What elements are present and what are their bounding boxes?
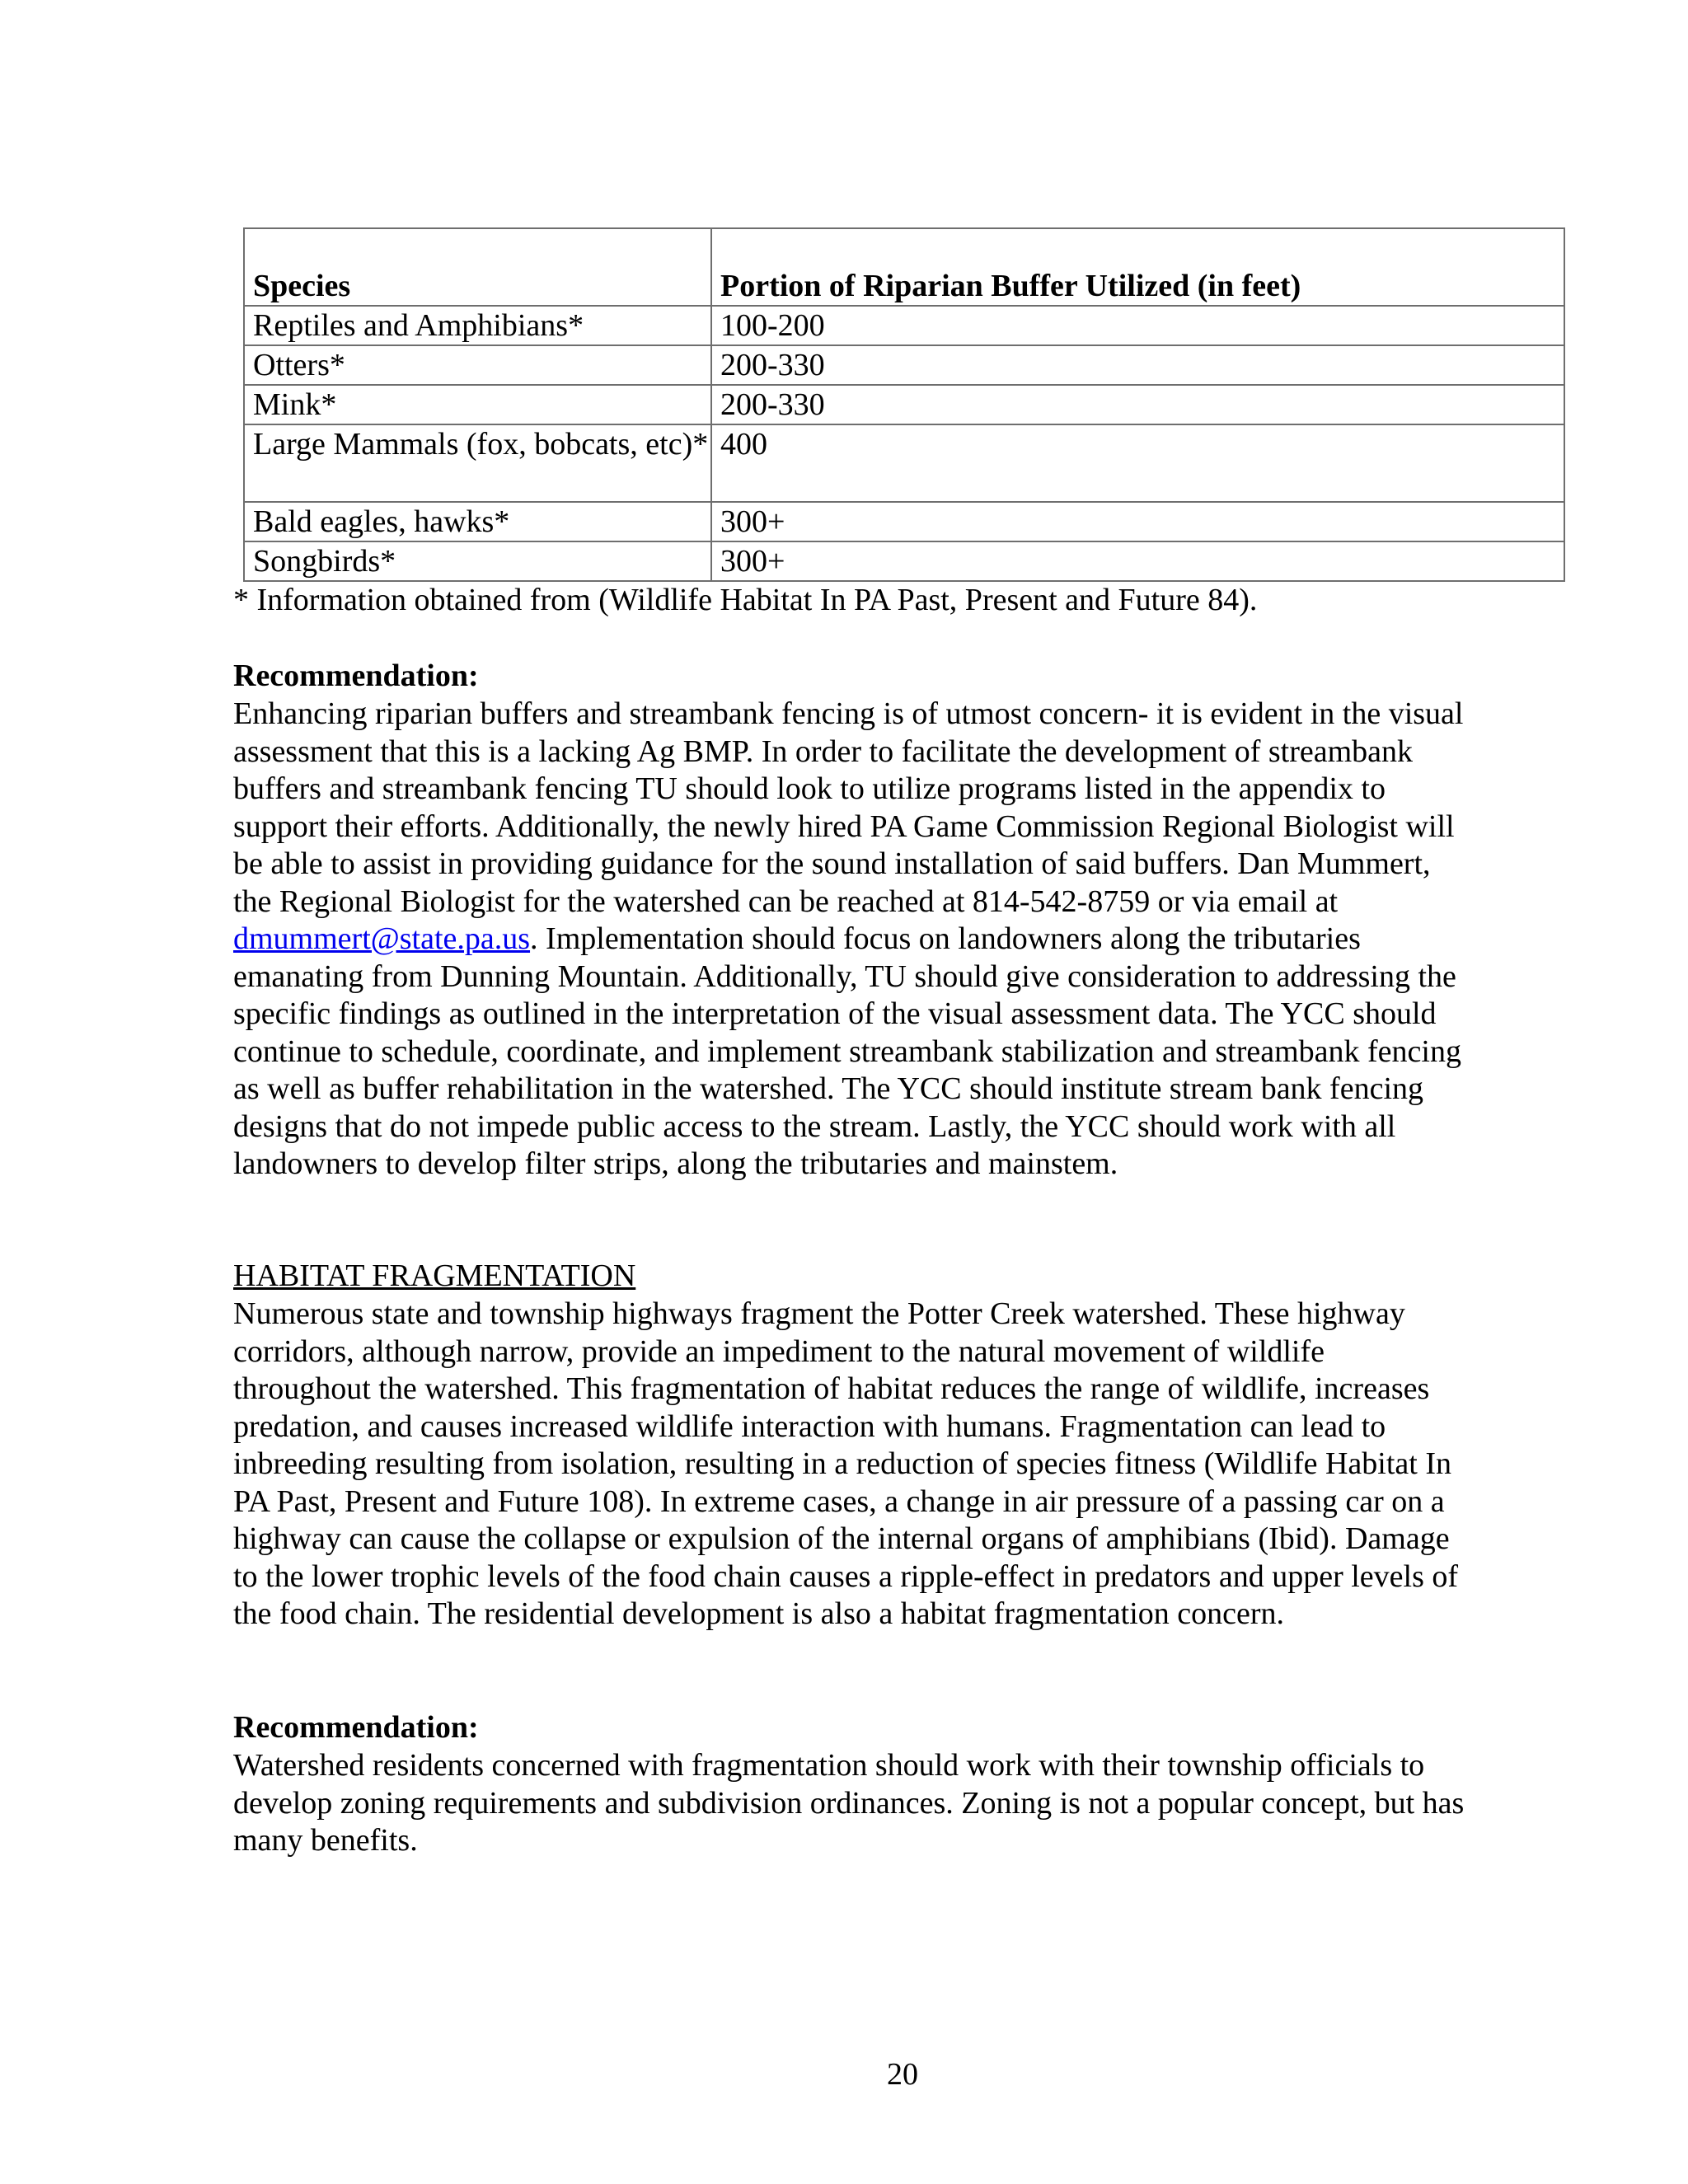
recommendation-paragraph [233,696,1470,1183]
table-cell-distance: 400 [711,424,1564,502]
email-link[interactable]: dmummert@state.pa.us [233,921,531,956]
table-cell-distance: 100-200 [711,306,1564,345]
table-cell-distance: 200-330 [711,385,1564,424]
table-row [244,306,1564,345]
table-header-row [244,228,1564,306]
section-heading-habitat-fragmentation: HABITAT FRAGMENTATION [233,1258,636,1293]
recommendation-text-part1: Enhancing riparian buffers and streambank fencing is of utmost concern- it is evident in the visual assessment that this is a lacking Ag BMP. In order to facilitate the development of streambank buffers and streambank fencing TU should look to utilize programs listed in the appendix to support their efforts. Additionally, the newly hired PA Game Commission Regional Biologist will be able to assist in providing guidance for the sound installation of said buffers. Dan Mummert, the Regional Biologist for the watershed can be reached at 814-542-8759 or via email at [233,696,1464,919]
table-footnote: * Information obtained from (Wildlife Habitat In PA Past, Present and Future 84). [233,583,1258,617]
page-number: 20 [887,2057,918,2092]
recommendation-text-part2: . Implementation should focus on landowners along the tributaries emanating from Dunning Mountain. Additionally, TU should give consideration to addressing the specific findings as outlined in the interpretation of the visual assessment data. The YCC should continue to schedule, coordinate, and implement streambank stabilization and streambank fencing as well as buffer rehabilitation in the watershed. The YCC should institute stream bank fencing designs that do not impede public access to the stream. Lastly, the YCC should work with all landowners to develop filter strips, along the tributaries and mainstem. [233,921,1461,1181]
table-row [244,385,1564,424]
table-row [244,502,1564,541]
table-cell-species: Bald eagles, hawks* [244,502,711,541]
table-row [244,541,1564,581]
table-cell-distance: 300+ [711,541,1564,581]
table-row [244,424,1564,502]
recommendation-heading-2: Recommendation: [233,1710,479,1745]
table-header-species: Species [244,228,711,306]
table-cell-species: Mink* [244,385,711,424]
species-buffer-table [243,227,1565,582]
table-cell-species: Songbirds* [244,541,711,581]
recommendation-paragraph-2: Watershed residents concerned with fragmentation should work with their township officials to develop zoning requirements and subdivision ordinances. Zoning is not a popular concept, but has many benefits. [233,1748,1465,1858]
table-cell-distance: 300+ [711,502,1564,541]
habitat-fragmentation-paragraph: Numerous state and township highways fragment the Potter Creek watershed. These highway corridors, although narrow, provide an impediment to the natural movement of wildlife throughout the watershed. This fragmentation of habitat reduces the range of wildlife, increases predation, and causes increased wildlife interaction with humans. Fragmentation can lead to inbreeding resulting from isolation, resulting in a reduction of species fitness (Wildlife Habitat In PA Past, Present and Future 108). In extreme cases, a change in air pressure of a passing car on a highway can cause the collapse or expulsion of the internal organs of amphibians (Ibid). Damage to the lower trophic levels of the food chain causes a ripple-effect in predators and upper levels of the food chain. The residential development is also a habitat fragmentation concern. [233,1296,1459,1631]
table-cell-species: Otters* [244,345,711,385]
table-cell-species: Reptiles and Amphibians* [244,306,711,345]
table-header-buffer: Portion of Riparian Buffer Utilized (in feet) [711,228,1564,306]
table-row [244,345,1564,385]
recommendation-heading: Recommendation: [233,658,479,693]
table-cell-species: Large Mammals (fox, bobcats, etc)* [244,424,711,502]
table-cell-distance: 200-330 [711,345,1564,385]
